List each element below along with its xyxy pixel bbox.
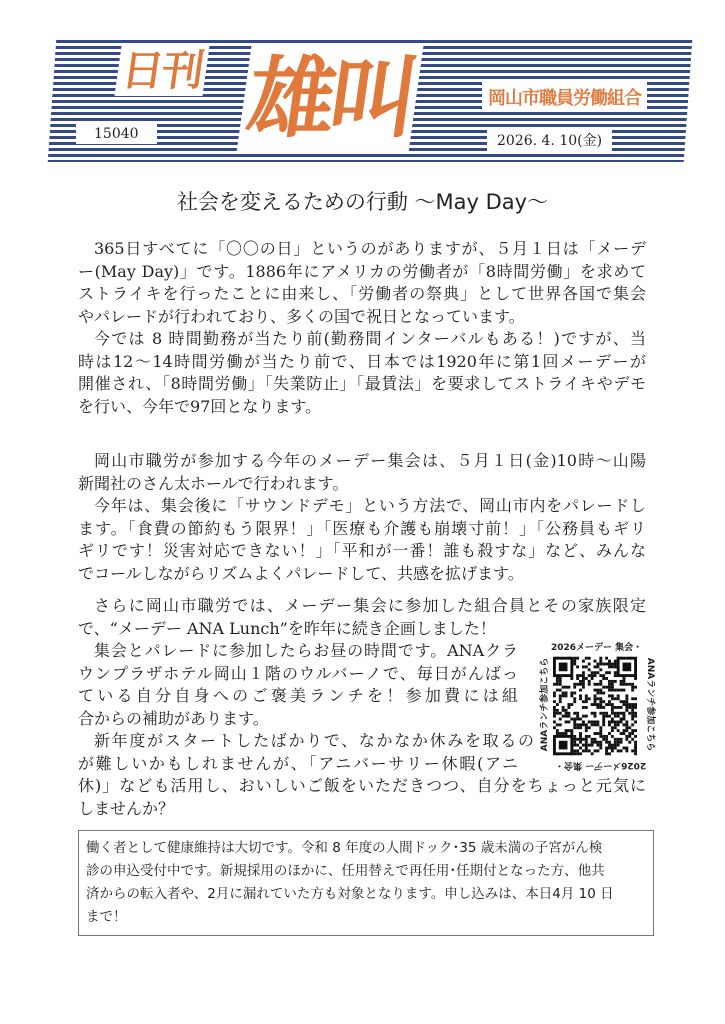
paragraph-origin (78, 238, 646, 328)
article-title: 社会を変えるための行動 ～May Day～ (176, 190, 549, 214)
paragraph-lunch-intro (78, 595, 646, 640)
text-line: 今では 8 時間勤務が当たり前(勤務間インターバルもある！)ですが、当 (94, 329, 646, 348)
text-line: 時は12～14時間労働が当たり前で、日本では1920年に第1回メーデーが (78, 351, 646, 371)
text-line: を行い、今年で97回となります。 (78, 396, 322, 416)
text-line: 今年は、集会後に「サウンドデモ」という方法で、岡山市内をパレードし (94, 496, 646, 515)
qr-code[interactable] (553, 656, 637, 756)
text-line: やパレードが行われており、多くの国で祝日となっています。 (78, 306, 525, 326)
qr-caption-right: ANAランチ参加こちら (645, 657, 656, 752)
text-line: しませんか？ (78, 798, 175, 818)
text-line: 開催され、「8時間労働」「失業防止」「最賃法」を要求してストライキやデモ (78, 374, 646, 393)
qr-code-block[interactable] (537, 640, 656, 770)
notice-line: まで！ (86, 909, 127, 925)
paragraph-sound-demo (78, 495, 646, 585)
text-line: 休)」なども活用し、おいしいご飯をいただきつつ、自分をちょっと元気に (78, 776, 646, 795)
qr-caption-top: 2026メーデー 集会・ (551, 643, 643, 653)
text-line: 新年度がスタートしたばかりで、なかなか休みを取るの (94, 731, 534, 750)
text-line: でコールしながらリズムよくパレードして、共感を拡げます。 (78, 563, 524, 583)
qr-caption-left: ANAランチ参加こちら (540, 657, 551, 752)
paragraph-rally (78, 450, 646, 495)
text-line: で、“メーデー ANA Lunch”を昨年に続き企画しました！ (78, 618, 496, 638)
paragraph-history (78, 328, 646, 418)
text-line: ウンプラザホテル岡山１階のウルバーノで、毎日がんばっ (78, 663, 518, 683)
text-line: ストライキを行ったことに由来し、「労働者の祭典」として世界各国で集会 (78, 284, 646, 303)
issue-number: 15040 (76, 124, 157, 144)
issue-date: 2026. 4. 10(金) (487, 128, 612, 152)
text-line: ます。「食費の節約もう限界！」「医療も介護も崩壊寸前！」「公務員もギリ (78, 518, 646, 538)
masthead-banner (52, 40, 688, 162)
paragraph-lunch-detail (78, 640, 518, 730)
text-line: 合からの補助があります。 (78, 708, 269, 728)
text-line: 新聞社のさん太ホールで行われます。 (78, 473, 349, 493)
qr-caption-bottom: 2026メーデー 集会・ (555, 760, 647, 770)
text-line: さらに岡山市職労では、メーデー集会に参加した組合員とその家族限定 (94, 596, 646, 615)
text-line: が難しいかもしれませんが、「アニバーサリー休暇(アニ (78, 753, 518, 773)
health-checkup-notice (78, 830, 654, 936)
text-line: 集会とパレードに参加したらお昼の時間です。ANAクラ (94, 641, 518, 660)
text-line: 365日すべてに「〇〇の日」というのがありますが、５月１日は「メーデ (94, 239, 646, 258)
text-line: ー(May Day)」です。1886年にアメリカの労働者が「8時間労働」を求めて (78, 261, 646, 281)
masthead-title: 雄叫 (236, 44, 423, 154)
text-line: 岡山市職労が参加する今年のメーデー集会は、５月１日(金)10時～山陽 (94, 451, 646, 470)
text-line: ている自分自身へのご褒美ランチを！参加費には組 (78, 686, 518, 705)
masthead-daily: 日刊 (114, 46, 209, 96)
notice-line: 診の申込受付中です。新規採用のほかに、任用替えで再任用･任期付となった方、他共 (86, 863, 605, 879)
union-name: 岡山市職員労働組合 (482, 82, 647, 112)
notice-line: 済からの転入者や、2月に漏れていた方も対象となります。申し込みは、本日4月 10 日 (86, 886, 614, 902)
text-line: ギリです！災害対応できない！」「平和が一番！誰も殺すな」など、みんな (78, 541, 646, 560)
notice-line: 働く者として健康維持は大切です。令和 8 年度の人間ドック･35 歳未満の子宮がん検 (86, 840, 603, 856)
